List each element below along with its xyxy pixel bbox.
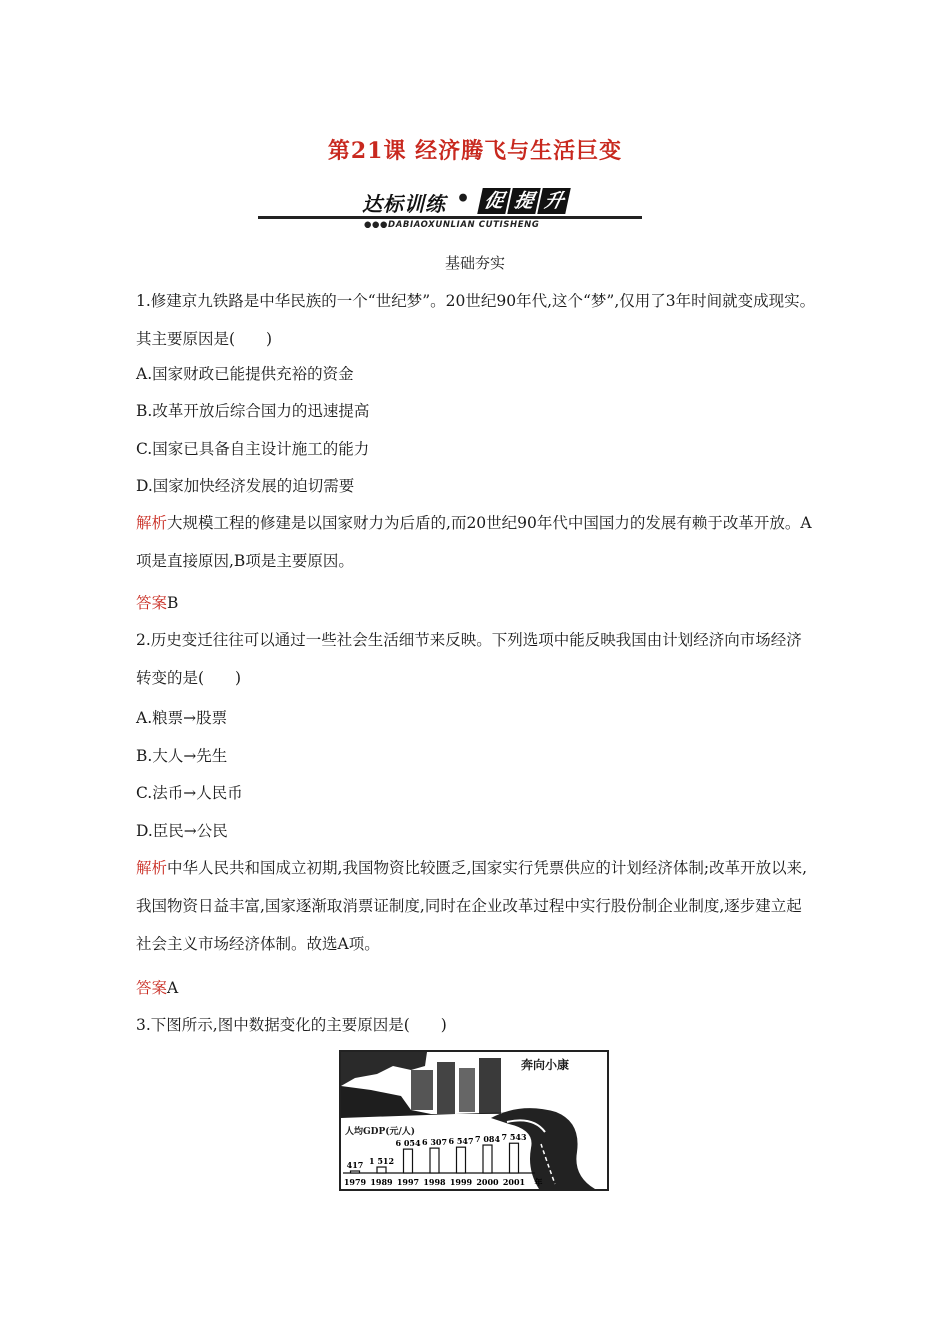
q1-analysis-text: 大规模工程的修建是以国家财力为后盾的,而20世纪90年代中国国力的发展有赖于改革开放。A项是直接原因,B项是主要原因。 xyxy=(136,514,812,570)
banner-box-2: 提 xyxy=(507,188,541,214)
lesson-title: 第21课 经济腾飞与生活巨变 xyxy=(327,138,623,164)
q1-stem: 1.修建京九铁路是中华民族的一个“世纪梦”。20世纪90年代,这个“梦”,仅用了3年时间就变成现实。其主要原因是( ) xyxy=(136,292,816,348)
q2-answer-label: 答案 xyxy=(136,979,168,997)
bar-value-label: 6 307 xyxy=(421,1137,448,1148)
q1-option-d: D.国家加快经济发展的迫切需要 xyxy=(136,477,355,495)
q2-analysis xyxy=(136,849,816,963)
bar-value-label: 1 512 xyxy=(368,1156,395,1167)
gdp-figure xyxy=(339,1050,609,1191)
bar-1979 xyxy=(351,1171,360,1173)
bar-value-label: 7 543 xyxy=(501,1132,527,1143)
bar-group xyxy=(344,1132,543,1187)
bar-1997 xyxy=(404,1149,413,1173)
q2-option-b: B.大人→先生 xyxy=(136,747,228,765)
bar-value-label: 6 547 xyxy=(448,1136,474,1147)
banner-dot: • xyxy=(456,186,471,212)
figure-title: 奔向小康 xyxy=(521,1058,570,1072)
q2-option-c: C.法币→人民币 xyxy=(136,784,243,802)
q2-analysis-label: 解析 xyxy=(136,859,168,877)
q1-answer-value: B xyxy=(167,594,179,612)
x-tick-label: 1979 xyxy=(343,1177,367,1187)
section-heading: 基础夯实 xyxy=(444,254,505,272)
bar-1989 xyxy=(377,1167,386,1173)
bar-value-label: 7 084 xyxy=(474,1134,501,1145)
q2-answer-value: A xyxy=(167,979,179,997)
q3-stem: 3.下图所示,图中数据变化的主要原因是( ) xyxy=(136,1016,447,1034)
section-banner xyxy=(258,186,642,234)
q1-option-a: A.国家财政已能提供充裕的资金 xyxy=(136,365,354,383)
x-axis-unit: 年 xyxy=(534,1177,543,1187)
q2-option-a: A.粮票→股票 xyxy=(136,709,228,727)
x-tick-label: 1997 xyxy=(396,1177,420,1187)
q2-option-d: D.臣民→公民 xyxy=(136,822,228,840)
q2-answer xyxy=(136,978,178,998)
bar-1998 xyxy=(430,1148,439,1173)
q1-answer-label: 答案 xyxy=(136,594,168,612)
q1-answer xyxy=(136,593,178,613)
x-tick-label: 2000 xyxy=(476,1177,499,1187)
banner-main-text: 达标训练 xyxy=(362,192,446,216)
bar-2001 xyxy=(510,1143,519,1173)
banner-rule xyxy=(258,216,642,219)
banner-box-3: 升 xyxy=(537,188,571,214)
figure-y-label: 人均GDP(元/人) xyxy=(345,1127,416,1137)
bar-2000 xyxy=(483,1145,492,1173)
q1-analysis-label: 解析 xyxy=(136,514,168,532)
x-tick-label: 2001 xyxy=(502,1177,526,1187)
q2-analysis-text: 中华人民共和国成立初期,我国物资比较匮乏,国家实行凭票供应的计划经济体制;改革开放以来,我国物资日益丰富,国家逐渐取消票证制度,同时在企业改革过程中实行股份制企业制度,逐步建立起社会主义市场经济体制。故选A项。 xyxy=(136,859,808,953)
q1-option-b: B.改革开放后综合国力的迅速提高 xyxy=(136,402,370,420)
bar-1999 xyxy=(457,1147,466,1173)
q1-option-c: C.国家已具备自主设计施工的能力 xyxy=(136,440,370,458)
banner-boxes xyxy=(480,188,568,214)
banner-subtitle: ●●●DABIAOXUNLIAN CUTISHENG xyxy=(364,220,540,230)
bar-value-label: 6 054 xyxy=(395,1138,421,1149)
skyline-illustration xyxy=(341,1052,511,1118)
x-tick-label: 1998 xyxy=(423,1177,446,1187)
q2-stem: 2.历史变迁往往可以通过一些社会生活细节来反映。下列选项中能反映我国由计划经济向市场经济转变的是( ) xyxy=(136,631,802,687)
q1-analysis xyxy=(136,504,816,580)
bar-value-label: 417 xyxy=(346,1160,364,1170)
x-tick-label: 1999 xyxy=(449,1177,473,1187)
x-tick-label: 1989 xyxy=(370,1177,393,1187)
banner-box-1: 促 xyxy=(477,188,511,214)
